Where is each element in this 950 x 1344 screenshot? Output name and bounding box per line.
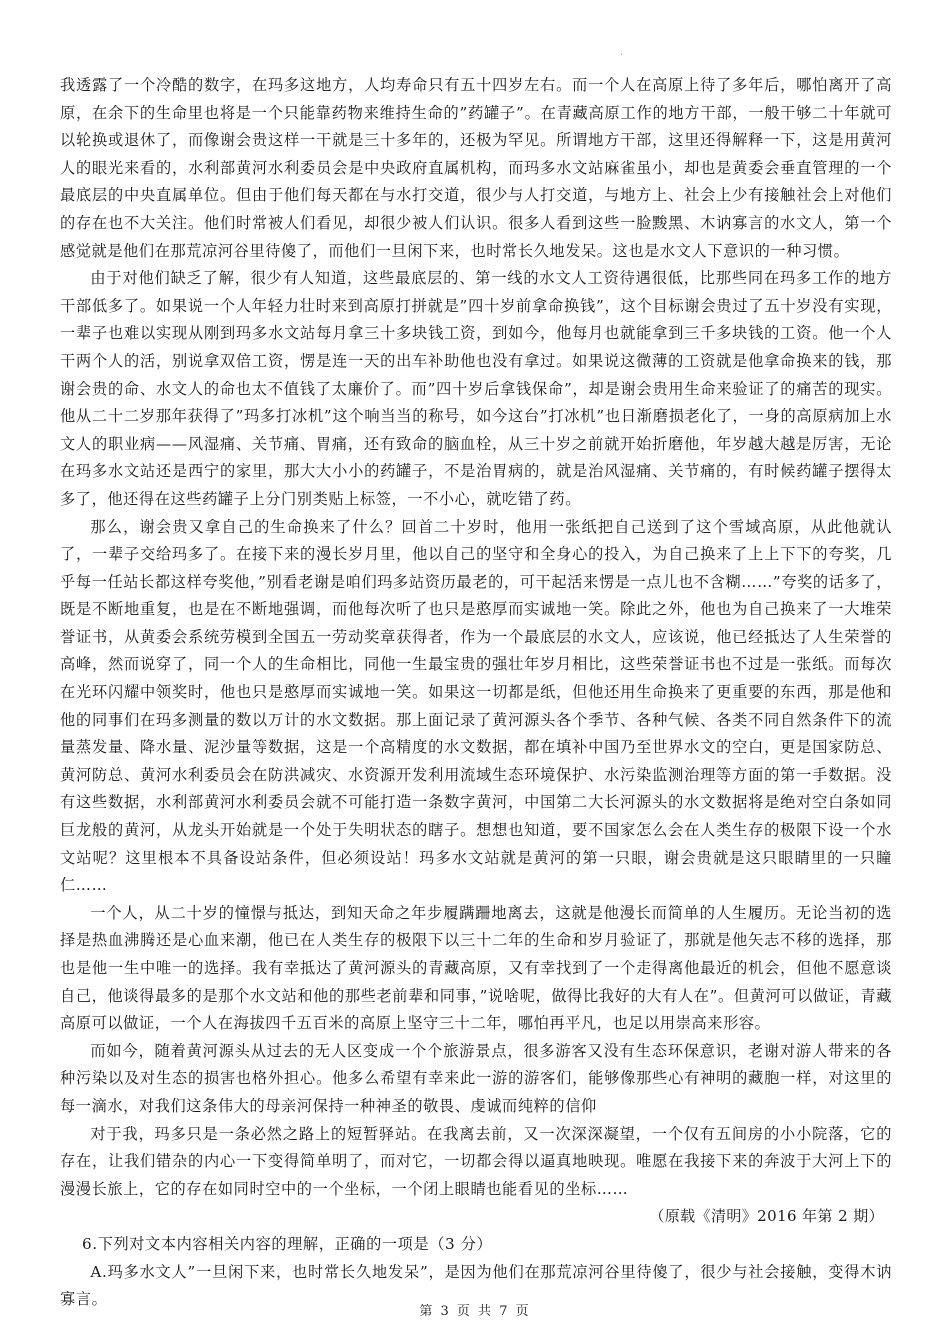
question-stem: 6.下列对文本内容相关内容的理解，正确的一项是（3 分） bbox=[82, 1234, 493, 1253]
paragraph-2: 由于对他们缺乏了解，很少有人知道，这些最底层的、第一线的水文人工资待遇很低，比那些同在玛多工作的地方干部低多了。如果说一个人年轻力壮时来到高原打拼就是”四十岁前拿命换钱”，这个目标谢会贵过了五十岁没有实现，一辈子也难以实现从刚到玛多水文站每月拿三十多块钱工资，到如今，他每月也就能拿到三千多块钱的工资。他一个人干两个人的活，别说拿双倍工资，愣是连一天的出车补助他也没有拿过。如果说这微薄的工资就是他拿命换来的钱，那谢会贵的命、水文人的命也太不值钱了太廉价了。而”四十岁后拿钱保命”，却是谢会贵用生命来验证了的痛苦的现实。他从二十二岁那年获得了”玛多打冰机”这个响当当的称号，如今这台”打冰机”也日渐磨损老化了，一身的高原病加上水文人的职业病——风湿痛、关节痛、胃痛，还有致命的脑血栓，从三十岁之前就开始折磨他，年岁越大越是厉害，无论在玛多水文站还是西宁的家里，那大大小小的药罐子，不是治胃病的，就是治风湿痛、关节痛的，有时候药罐子摆得太多了，他还得在这些药罐子上分门别类贴上标签，一不小心，就吃错了药。 bbox=[60, 269, 892, 508]
paragraph-5: 而如今，随着黄河源头从过去的无人区变成一个个旅游景点，很多游客又没有生态环保意识，老谢对游人带来的各种污染以及对生态的损害也格外担心。他多么希望有幸来此一游的游客们，能够像那些心有神明的藏胞一样，对这里的每一滴水，对我们这条伟大的母亲河保持一种神圣的敬畏、虔诚而纯粹的信仰 bbox=[60, 1041, 892, 1115]
paragraph-1: 我透露了一个冷酷的数字，在玛多这地方，人均寿命只有五十四岁左右。而一个人在高原上待了多年后，哪怕离开了高原，在余下的生命里也将是一个只能靠药物来维持生命的”药罐子”。在青藏高原工作的地方干部，一般干够二十年就可以轮换或退休了，而像谢会贵这样一干就是三十多年的，还极为罕见。所谓地方干部，这里还得解释一下，这是用黄河人的眼光来看的，水利部黄河水利委员会是中央政府直属机构，而玛多水文站麻雀虽小，却也是黄委会垂直管理的一个最底层的中央直属单位。但由于他们每天都在与水打交道，很少与人打交道，与地方上、社会上少有接触社会上对他们的存在也不大关注。他们时常被人们看见，却很少被人们认识。很多人看到这些一脸黢黑、木讷寡言的水文人，第一个感觉就是他们在那荒凉河谷里待傻了，而他们一旦闲下来，也时常长久地发呆。这也是水文人下意识的一种习惯。 bbox=[60, 76, 892, 260]
paragraph-3: 那么，谢会贵又拿自己的生命换来了什么？回首二十岁时，他用一张纸把自己送到了这个雪域高原，从此他就认了，一辈子交给玛多了。在接下来的漫长岁月里，他以自己的坚守和全身心的投入，为自己换来了上上下下的夸奖，几乎每一任站长都这样夸奖他，”别看老谢是咱们玛多站资历最老的，可干起活来愣是一点儿也不含糊……”夸奖的话多了，既是不断地重复，也是在不断地强调，而他每次听了也只是憨厚而实诚地一笑。除此之外，他也为自己换来了一大堆荣誉证书，从黄委会系统劳模到全国五一劳动奖章获得者，作为一个最底层的水文人，应该说，他已经抵达了人生荣誉的高峰，然而说穿了，同一个人的生命相比，同他一生最宝贵的强壮年岁月相比，这些荣誉证书也不过是一张纸。而每次在光环闪耀中领奖时，他也只是憨厚而实诚地一笑。如果这一切都是纸，但他还用生命换来了更重要的东西，那是他和他的同事们在玛多测量的数以万计的水文数据。那上面记录了黄河源头各个季节、各种气候、各类不同自然条件下的流量蒸发量、降水量、泥沙量等数据，这是一个高精度的水文数据，都在填补中国乃至世界水文的空白，更是国家防总、黄河防总、黄河水利委员会在防洪减灾、水资源开发利用流域生态环境保护、水污染监测治理等方面的第一手数据。没有这些数据，水利部黄河水利委员会就不可能打造一条数字黄河，中国第二大长河源头的水文数据将是绝对空白条如同巨龙般的黄河，从龙头开始就是一个处于失明状态的瞎子。想想也知道，要不国家怎么会在人类生存的极限下设一个水文站呢？这里根本不具备设站条件，但必须设站！玛多水文站就是黄河的第一只眼，谢会贵就是这只眼睛里的一只瞳仁…… bbox=[60, 517, 892, 895]
paragraph-6: 对于我，玛多只是一条必然之路上的短暂驿站。在我离去前，又一次深深凝望，一个仅有五间房的小小院落，它的存在，让我们错杂的内心一下变得简单明了，而对它，一切都会得以逼真地映现。唯愿在我接下来的奔波于大河上下的漫漫长旅上，它的存在如同时空中的一个坐标，一个闭上眼睛也能看见的坐标…… bbox=[60, 1124, 892, 1198]
paragraph-4: 一个人，从二十岁的憧憬与抵达，到知天命之年步履蹒跚地离去，这就是他漫长而简单的人生履历。无论当初的选择是热血沸腾还是心血来潮，他已在人类生存的极限下以三十二年的生命和岁月验证了，那就是他矢志不移的选择，那也是他一生中唯一的选择。我有幸抵达了黄河源头的青藏高原，又有幸找到了一个走得离他最近的机会，但他不愿意谈自己，他谈得最多的是那个水文站和他的那些老前辈和同事，”说啥呢，做得比我好的大有人在”。但黄河可以做证，青藏高原可以做证，一个人在海拔四千五百米的高原上坚守三十二年，哪怕再平凡，也足以用崇高来形容。 bbox=[60, 903, 892, 1033]
page-footer: 第 3 页 共 7 页 bbox=[419, 1304, 531, 1319]
question-option-a: A.玛多水文人”一旦闲下来，也时常长久地发呆”，是因为他们在那荒凉河谷里待傻了，很少与社会接触，变得木讷寡言。 bbox=[60, 1262, 892, 1309]
source-citation: （原载《清明》2016 年第 2 期） bbox=[649, 1207, 884, 1226]
document-body bbox=[60, 72, 892, 1314]
corner-mark: . bbox=[620, 48, 623, 58]
